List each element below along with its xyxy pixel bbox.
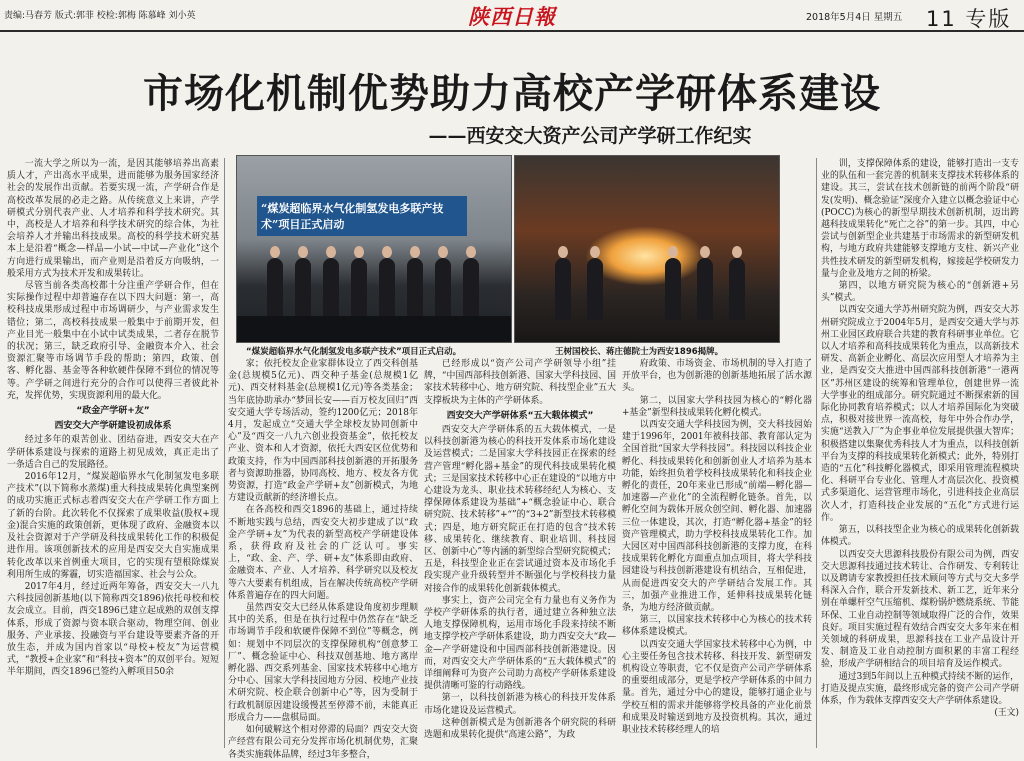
- paragraph: 这种创新模式是为创新港各个研究院的科研选题和成果转化提供“高速公路”，为政: [424, 717, 616, 741]
- paragraph: 训，支撑保障体系的建设，能够打造出一支专业的队伍和一套完善的机制来支撑技术转移体系的建设。其三，尝试在技术创新链的前两个阶段“研发(发明)、概念验证”深度介入建立以概念验证中心(POCC)为核心的新型早期技术创新机制，迈出跨越科技成果转化“死亡之谷”的第一步。其四，中心尝试与创新型企业共建基于市场需求的新型研发机构，与地方政府共建能够支撑地方支柱、新兴产业共性技术研发的新型研发机构，嫁接起学校研发力量与企业及地方之间的桥梁。: [821, 159, 1019, 279]
- article-column-2: [228, 358, 418, 760]
- newspaper-masthead: 陕西日報: [468, 4, 556, 29]
- paragraph: 如何破解这个相对停滞的局面？西安交大资产经营有限公司充分发挥市场化机制优势，汇聚各类实施载体品牌，经过3年多整合，: [228, 725, 418, 760]
- author-signature: (王文): [994, 708, 1019, 719]
- paragraph: 2017年4月，经过近两年筹备，西安交大一八九六科技园创新基地(以下简称西交1896)依托母校和校友会成立。目前，西交1896已建立起成熟的双创支撑体系，形成了资源与资本联合驱动，物理空间、创业服务、产业承接、投融资与平台建设等要素齐备的开放生态，并成为国内首家以“母校+校友”为运营模式，“教授+企业家”和“科技+资本”的双创平台。短短半年期间，西交1896已签约入孵项目50余: [7, 581, 219, 678]
- paragraph: 已经形成以“资产公司产学研领导小组”挂牌，“中国西部科技创新港、国家大学科技园、国家技术转移中心、地方研究院、科技型企业”五大支撑板块为主体的产学研体系。: [424, 359, 616, 406]
- photo-person: [295, 258, 311, 320]
- page-header: [0, 0, 1024, 32]
- paragraph: 西安交大产学研体系的五大载体模式，一是以科技创新港为核心的科技开发体系市场化建设及运营模式；二是国家大学科技园正在探索的经营产管理“孵化器+基金”的现代科技成果转化模式；三是国家技术转移中心正在建设的“以地方中心建设为龙头、职业技术转移经纪人为核心、支撑保障体系建设为基础”+“概念验证中心、联合研究院、技术转移”+“”的“3+2”新型技术转移模式；四是，地方研究院正在打造的包含“技术转移、成果转化、继续教育、职业培训、科技园区、创新中心”等内涵的新型综合型研究院模式；五是，科技型企业正在尝试通过资本及市场化手段实现产业升级转型并不断强化与学校科技力量对接合作的成果转化创新载体模式。: [424, 425, 616, 594]
- paragraph: 虽然西安交大已经从体系建设角度初步理顺其中的关系，但是在执行过程中仍然存在“缺乏市场调节手段和软硬件保障不到位”等概念，例如：规划中不同层次的支撑保障机构“创意梦工厂”、概念验证中心、科技双创基地、地方离岸孵化器、西交系列基金、国家技术转移中心地方分中心、国家大学科技园地方分园、校地产业技术研究院、校企联合创新中心”等，因为受制于行政机制原因建设缓慢甚至停滞不前，未能真正形成合力——盘棋局面。: [228, 603, 418, 723]
- photo-person: [379, 258, 395, 320]
- photo-person: [665, 258, 681, 320]
- left-photo-caption: “煤炭超临界水气化制氢发电多联产技术”项目正式启动。: [246, 347, 462, 357]
- unveiling-light: [585, 226, 705, 286]
- section-heading: 西安交大产学研体系“五大载体模式”: [446, 410, 594, 421]
- paragraph: 一流大学之所以为一流，是因其能够培养出高素质人才，产出高水平成果，进而能够为服务国家经济社会的发展作出贡献。若要实现一流，产学研合作是高校改革发展的必走之路。从传统意义上来讲，产学研模式分别代表产业、人才培养和科学技术研究。其中，高校是人才培养和科学技术研究的综合体，为社会培养人才并输出科技成果。高校的科学技术研究基本上是沿着“概念—样品—小试—中试—产业化”这个方向进行成果输出，而产业则是沿着反方向吸纳，一般采用方式为技术开发和成果转让。: [7, 159, 219, 279]
- photo-person: [267, 258, 283, 320]
- photo-person: [463, 258, 479, 320]
- paragraph: 2016年12月，“煤炭超临界水气化制氢发电多联产技术”(以下简称水蒸煤)重大科技成果转化典型案例的成功实施正式标志着西安交大在产学研工作方面上了新的台阶。此次转化不仅探索了成果收益(股权+现金)混合实施的政策创新，更体现了政府、金融资本以及社会资源对于产学研及科技成果转化工作的积极促进作用。该项创新技术的应用是西安交大自实施成果转化改革以来首例重大项目，它的实现有望根除煤炭利用所生成的雾霾，切实造福国家、社会与公众。: [7, 472, 219, 580]
- photo-person: [351, 258, 367, 320]
- photo-person: [697, 258, 713, 320]
- paragraph: 第五，以科技型企业为核心的成果转化创新载体模式。: [821, 525, 1019, 548]
- section-heading: 西安交大产学研建设初成体系: [54, 421, 172, 432]
- paragraph: 第四，以地方研究院为核心的“创新港+另头”模式。: [821, 281, 1019, 304]
- paragraph: 以西安交通大学苏州研究院为例，西安交大苏州研究院成立于2004年5月，是西安交通大学与苏州工业园区政府联合共建的教育科研事业单位。它以人才培养和高科技成果转化为重点，以高新技术研发、高新企业孵化、高层次应用型人才培养为主业，是西安交大推进中国西部科技创新港“一港两区”苏州区建设的统筹和管理单位，创建世界一流大学事业的组成部分。研究院通过不断探索新的国际化协同教育培养模式；以人才培养国际化为突破点，积极对接世界一流高校，每年中外合作办学，实施“送教入厂”为企事业单位发展提供强大智库；积极搭建以集聚优秀科技人才为重点，以科技创新平台为支撑的科技成果转化新模式；此外，特别打造的“五化”科技孵化器模式，即采用管理流程模块化、科研平台专业化、管理人才高层次化、投资模式多渠道化、运营管理市场化，引进科技企业高层次人才，打造科技企业发展的“五化”方式进行运作。: [821, 305, 1019, 523]
- photo-person: [435, 258, 451, 320]
- photo-person: [555, 258, 571, 320]
- unveiling-photo: [514, 155, 780, 343]
- project-launch-photo: [236, 155, 512, 343]
- paragraph: 府政策、市场资金、市场机制的导入打造了开放平台，也为创新港的创新基地拓展了活水源头。: [622, 359, 812, 394]
- article-subhead: ——西安交大资产公司产学研工作纪实: [428, 125, 752, 147]
- photo-banner-text: “煤炭超临界水气化制氢发电多联产技术”项目正式启动: [261, 202, 444, 231]
- photo-banner: [257, 196, 467, 236]
- page-number: 11 专版: [926, 7, 1012, 31]
- paragraph: 在各高校和西交1896的基础上，通过持续不断地实践与总结，西安交大初步建成了以“政金产学研+友”为代表的新型高校产学研建设体系，获得政府及社会的广泛认可。事实上，“政、金、产、学、研+友”体系即由政府、金融资本、产业、人才培养、科学研究以及校友等六大要素有机组成，旨在解决传统高校产学研体系普遍存在的四大问题。: [228, 505, 418, 601]
- paragraph: 尽管当前各类高校都十分注重产学研合作，但在实际操作过程中却普遍存在以下四大问题：第一，高校科技成果形成过程中市场调研少，与产业需求发生错位；第二，高校科技成果一般集中于前期开发，但产业目光一般集中在小试中试类成果，二者存在脱节的状况；第三，缺乏政府引导、金融资本介入、社会资源汇聚等市场调节手段的帮助；第四，政策、创客、孵化器、基金等各种软硬件保障不到位的情况等等。产学研之间进行充分的合作可以使得三者彼此补充，发挥优势，实现资源利用的最大化。: [7, 281, 219, 401]
- photo-person: [407, 258, 423, 320]
- column-rule: [224, 158, 225, 748]
- column-rule: [816, 158, 817, 748]
- paragraph: 事实上，资产公司完全有力量也有义务作为学校产学研体系的执行者，通过建立各种独立法人地支撑保障机构，运用市场化手段来持续不断地支撑学校产学研体系建设，助力西安交大“政—金—产学研建设和中国西部科技创新港建设。因而，对西安交大产学研体系的“五大载体模式”的详细阐释可为资产公司助力高校产学研体系建设提供清晰可鉴的行动路线。: [424, 595, 616, 692]
- right-photo-caption: 王树国校长、蒋庄德院士为西安1896揭牌。: [555, 347, 724, 357]
- photo-person: [323, 258, 339, 320]
- article-column-3: [424, 358, 616, 750]
- paragraph: 以西安交通大学国家技术转移中心为例，中心主要任务包含技术转移、科技开发、新型研发机构设立等职责，它不仅是资产公司产学研体系的重要组成部分，更是学校产学研体系的中间力量。首先，通过分中心的建设，能够打通企业与学校互相的需求并能够将学校具备的产业化前景和成果及时输送到地方及投资机构。其次，通过职业技术转移经理人的培: [622, 639, 812, 736]
- paragraph: 通过3到5年间以上五种模式持续不断的运作，打造及提点实施，最终形成完备的资产公司产学研体系，作为载体支撑西安交大产学研体系建设。: [821, 671, 1019, 706]
- paragraph: 经过多年的艰苦创业、团结奋进，西安交大在产学研体系建设与探索的道路上初见成效，真正走出了一条适合自己的发展路径。: [7, 435, 219, 470]
- paragraph: 以西安交大思源科技股份有限公司为例，西安交大思源科技通过技术转让、合作研发、专利转让以及聘请专家教授担任技术顾问等方式与交大多学科深入合作，联合开发新技术、新工艺，近年来分别在单螺杆空气压缩机、煤粉锅炉燃烧系统、节能环保、工业自动控制等领域取得广泛的合作，效果良好。项目实施过程有效结合西安交大多年来在相关领域的科研成果，思源科技在工业产品设计开发、制造及工业自动控制方面积累的丰富工程经验，形成产学研相结合的项目培育及运作模式。: [821, 549, 1019, 670]
- editor-credits: 责编:马春芳 版式:郭菲 校检:郭梅 陈慕峰 刘小英: [4, 11, 196, 21]
- paragraph: 以西安交通大学科技园为例，交大科技园始建于1996年，2001年被科技部、教育部认定为全国首批“国家大学科技园”。科技园以科技企业孵化、科技成果转化和创新创业人才培养为基本功能，始终担负着学校科技成果转化和科技企业孵化的责任，20年来业已形成“前端—孵化器—加速器—产业化”的全流程孵化链条。首先，以孵化空间为载体开展众创空间、孵化器、加速器三位一体建设，其次，打造“孵化器+基金”的轻资产管理模式，助力学校科技成果转化工作。加大园区对中国西部科技创新港的支撑力度，在科技成果转化孵化方面重点加点项目，将大学科技园建设与科技创新港建设有机结合，互相促进，从而促进西安交大的产学研结合发展工作。其三，加强产业推进工作，延伸科技成果转化链条，为地方经济做贡献。: [622, 420, 812, 614]
- signing-table: [237, 316, 511, 342]
- paragraph: 家；依托校友企业家群体设立了西交科创基金(总规模5亿元)、西交种子基金(总规模1亿元)、西交材料基金(总规模1亿元)等各类基金；当年底协助承办“梦回长安——百万校友回归”西安交通大学专场活动，签约1200亿元；2018年4月，发起成立“交通大学全球校友协同创新中心”及“西交一八九六创业投资基金”，依托校友产业、资本和人才资源，依托大西安区位优势和政策支持，作为中国西部科技创新港的开拓服务者与资源助推器，协同高校、地方、校友各方优势资源，打造“政金产学研+友”创新模式，为地方建设贡献新的经济增长点。: [228, 359, 418, 504]
- issue-date: 2018年5月4日 星期五: [806, 12, 903, 23]
- article-column-5: [821, 158, 1019, 750]
- photo-person: [729, 258, 745, 320]
- paragraph: 第二，以国家大学科技园为核心的“孵化器+基金”新型科技成果转化孵化模式。: [622, 395, 812, 418]
- paragraph: 第三，以国家技术转移中心为核心的技术转移体系建设模式。: [622, 615, 812, 638]
- article-column-1: [7, 158, 219, 750]
- article-column-4: [622, 358, 812, 750]
- photo-person: [587, 258, 603, 320]
- article-headline: 市场化机制优势助力高校产学研体系建设: [143, 71, 881, 117]
- section-heading: “政金产学研+友”: [76, 406, 150, 417]
- paragraph: 第一，以科技创新港为核心的科技开发体系市场化建设及运营模式。: [424, 693, 616, 716]
